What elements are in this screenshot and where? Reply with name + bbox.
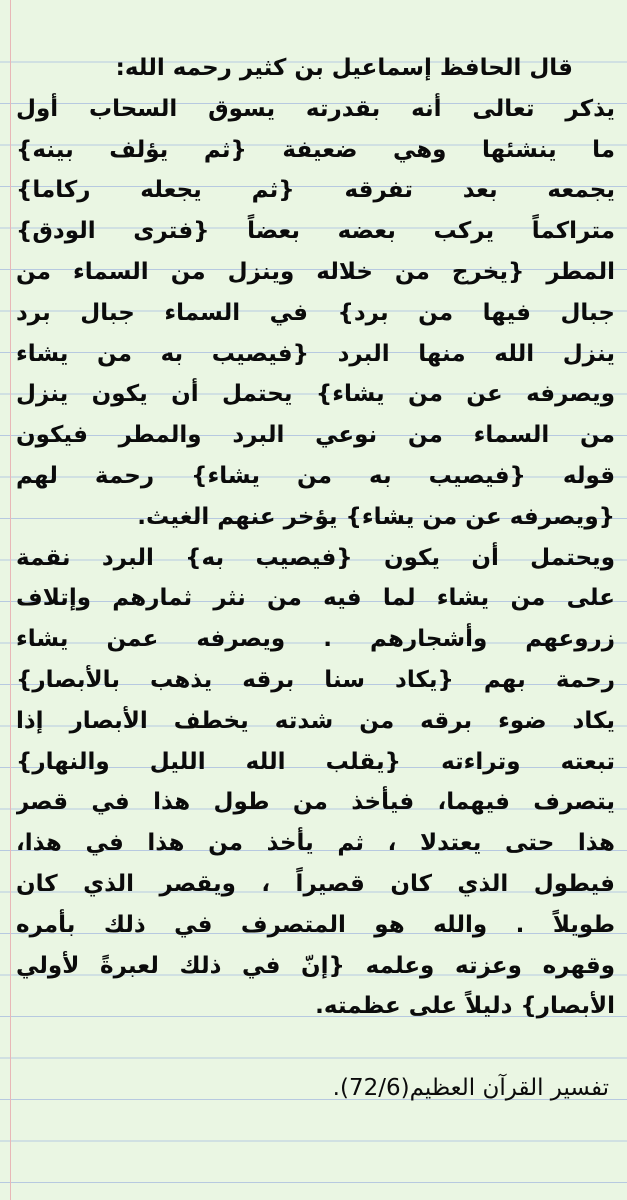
text-line-23: وقهره وعزته وعلمه {إنّ في ذلك لعبرةً لأولي — [16, 952, 615, 979]
text-line-10: من السماء من نوعي البرد والمطر فيكون — [16, 422, 615, 449]
text-line-3: ما ينشئها وهي ضعيفة {ثم يؤلف بينه} — [16, 136, 615, 163]
margin-line — [10, 0, 11, 1200]
text-line-6: المطر {يخرج من خلاله وينزل من السماء من — [16, 258, 615, 285]
text-line-24: الأبصار} دليلاً على عظمته. — [315, 993, 615, 1020]
text-line-13: ويحتمل أن يكون {فيصيب به} البرد نقمة — [16, 544, 615, 571]
text-line-19: يتصرف فيهما، فيأخذ من طول هذا في قصر — [16, 789, 615, 816]
text-line-22: طويلاً . والله هو المتصرف في ذلك بأمره — [16, 911, 615, 938]
text-line-15: زروعهم وأشجارهم . ويصرفه عمن يشاء — [16, 626, 615, 653]
text-line-18: تبعته وتراءته {يقلب الله الليل والنهار} — [16, 748, 615, 775]
text-line-16: رحمة بهم {يكاد سنا برقه يذهب بالأبصار} — [16, 666, 615, 693]
text-line-1: قال الحافظ إسماعيل بن كثير رحمه الله: — [115, 55, 573, 81]
note-page — [16, 48, 615, 1109]
text-line-8: ينزل الله منها البرد {فيصيب به من يشاء — [16, 340, 615, 367]
text-line-7: جبال فيها من برد} في السماء جبال برد — [16, 299, 615, 326]
source-citation: تفسير القرآن العظيم(72/6). — [332, 1074, 609, 1101]
text-line-17: يكاد ضوء برقه من شدته يخطف الأبصار إذا — [16, 707, 615, 734]
text-line-12: {ويصرفه عن من يشاء} يؤخر عنهم الغيث. — [137, 503, 615, 530]
blank-line — [16, 1027, 615, 1068]
text-line-14: على من يشاء لما فيه من نثر ثمارهم وإتلاف — [16, 585, 615, 612]
text-line-9: ويصرفه عن من يشاء} يحتمل أن يكون ينزل — [16, 381, 615, 408]
text-line-21: فيطول الذي كان قصيراً ، ويقصر الذي كان — [16, 870, 615, 897]
text-line-20: هذا حتى يعتدلا ، ثم يأخذ من هذا في هذا، — [16, 830, 615, 857]
text-line-2: يذكر تعالى أنه بقدرته يسوق السحاب أول — [16, 95, 615, 122]
text-line-4: يجمعه بعد تفرقه {ثم يجعله ركاما} — [16, 177, 615, 204]
text-line-11: قوله {فيصيب به من يشاء} رحمة لهم — [16, 462, 615, 489]
text-line-5: متراكماً يركب بعضه بعضاً {فترى الودق} — [16, 218, 615, 245]
